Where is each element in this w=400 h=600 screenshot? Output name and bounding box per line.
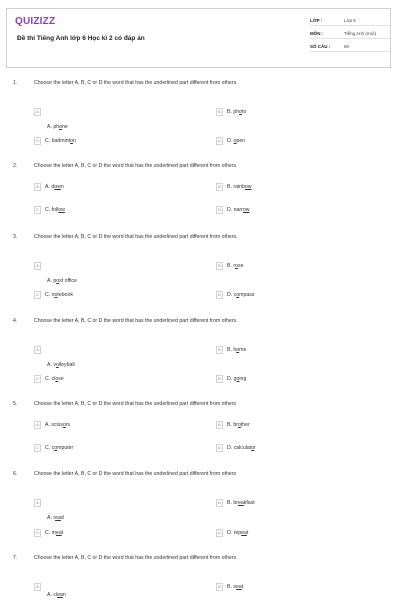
option-text: B. rose — [227, 263, 244, 269]
option-text: A. clean — [47, 592, 66, 598]
option-text: D. going — [227, 376, 247, 382]
question-number: 4. — [13, 318, 18, 324]
question-number: 6. — [13, 471, 18, 477]
question-number: 2. — [13, 163, 18, 169]
option-letter-box: A — [34, 183, 41, 191]
option-letter-box: D — [216, 137, 223, 145]
option-letter-box: B — [216, 183, 223, 191]
option-letter-box: B — [216, 421, 223, 429]
question-text: Choose the letter A, B, C or D the word that has the underlined part different from others. — [34, 234, 238, 240]
option-text: A. phone — [47, 124, 68, 130]
option-text: C. close — [45, 376, 64, 382]
option-text: A. scissors — [45, 422, 71, 428]
question-text: Choose the letter A, B, C or D the word that has the underlined part different from others. — [34, 163, 238, 169]
option-text: C. badminton — [45, 138, 76, 144]
option-letter-box: C — [34, 206, 41, 214]
meta-value: Tiếng Anh (mới) — [344, 30, 377, 36]
option-text: B. seat — [227, 584, 244, 590]
option-letter-box: C — [34, 291, 41, 299]
quizizz-logo: QUIZIZZ — [15, 16, 56, 27]
question-number: 1. — [13, 80, 18, 86]
option-letter-box: B — [216, 583, 223, 591]
worksheet-header — [6, 8, 391, 68]
question-text: Choose the letter A, B, C or D the word that has the underlined part different from others — [34, 555, 237, 561]
question-number: 7. — [13, 555, 18, 561]
question-number: 5. — [13, 401, 18, 407]
meta-row-count — [310, 41, 390, 52]
option-letter-box: C — [34, 137, 41, 145]
option-text: A. read — [47, 515, 64, 521]
option-letter-box: A — [34, 421, 41, 429]
option-letter-box: B — [216, 499, 223, 507]
option-letter-box: D — [216, 291, 223, 299]
option-letter-box: D — [216, 375, 223, 383]
option-letter-box: A — [34, 346, 41, 354]
meta-label: SỐ CÂU : — [310, 43, 331, 49]
option-text: A. volleyball — [47, 362, 75, 368]
option-letter-box: A — [34, 262, 41, 270]
question-text: Choose the letter A, B, C or D the word that has the underlined part different from others — [34, 471, 237, 477]
option-text: B. breakfast — [227, 500, 255, 506]
option-text: C. computer — [45, 445, 74, 451]
option-letter-box: D — [216, 206, 223, 214]
option-text: B. photo — [227, 109, 247, 115]
option-text: C. meat — [45, 530, 64, 536]
option-text: C. follow — [45, 207, 65, 213]
meta-value: Lớp 6 — [344, 17, 356, 23]
option-text: A. post office — [47, 278, 77, 284]
option-letter-box: A — [34, 108, 41, 116]
option-letter-box: A — [34, 583, 41, 591]
meta-value: 60 — [344, 43, 350, 49]
question-number: 3. — [13, 234, 18, 240]
option-letter-box: B — [216, 108, 223, 116]
meta-row-subject — [310, 28, 390, 39]
option-text: B. rainbow — [227, 184, 252, 190]
question-text: Choose the letter A, B, C or D the word that has the underlined part different from others. — [34, 80, 238, 86]
worksheet-title: Đề thi Tiếng Anh lớp 6 Học kì 2 có đáp án — [17, 35, 145, 42]
option-text: B. home — [227, 347, 247, 353]
option-text: D. narrow — [227, 207, 250, 213]
option-letter-box: B — [216, 262, 223, 270]
meta-label: MÔN : — [310, 30, 324, 36]
question-text: Choose the letter A, B, C or D the word that has the underlined part different from others — [34, 401, 237, 407]
option-text: D. compass — [227, 292, 255, 298]
option-text: B. brother — [227, 422, 250, 428]
option-letter-box: C — [34, 444, 41, 452]
worksheet-meta — [310, 15, 390, 54]
question-text: Choose the letter A, B, C or D the word that has the underlined part different from others. — [34, 318, 238, 324]
option-letter-box: C — [34, 529, 41, 537]
meta-label: LỚP : — [310, 17, 323, 23]
option-text: C. notebook — [45, 292, 73, 298]
option-letter-box: A — [34, 499, 41, 507]
option-letter-box: B — [216, 346, 223, 354]
option-text: A. down — [45, 184, 64, 190]
option-letter-box: D — [216, 444, 223, 452]
option-text: D. calculator — [227, 445, 256, 451]
option-text: D. open — [227, 138, 246, 144]
option-letter-box: D — [216, 529, 223, 537]
option-letter-box: C — [34, 375, 41, 383]
option-text: D. repeat — [227, 530, 249, 536]
meta-row-class — [310, 15, 390, 26]
